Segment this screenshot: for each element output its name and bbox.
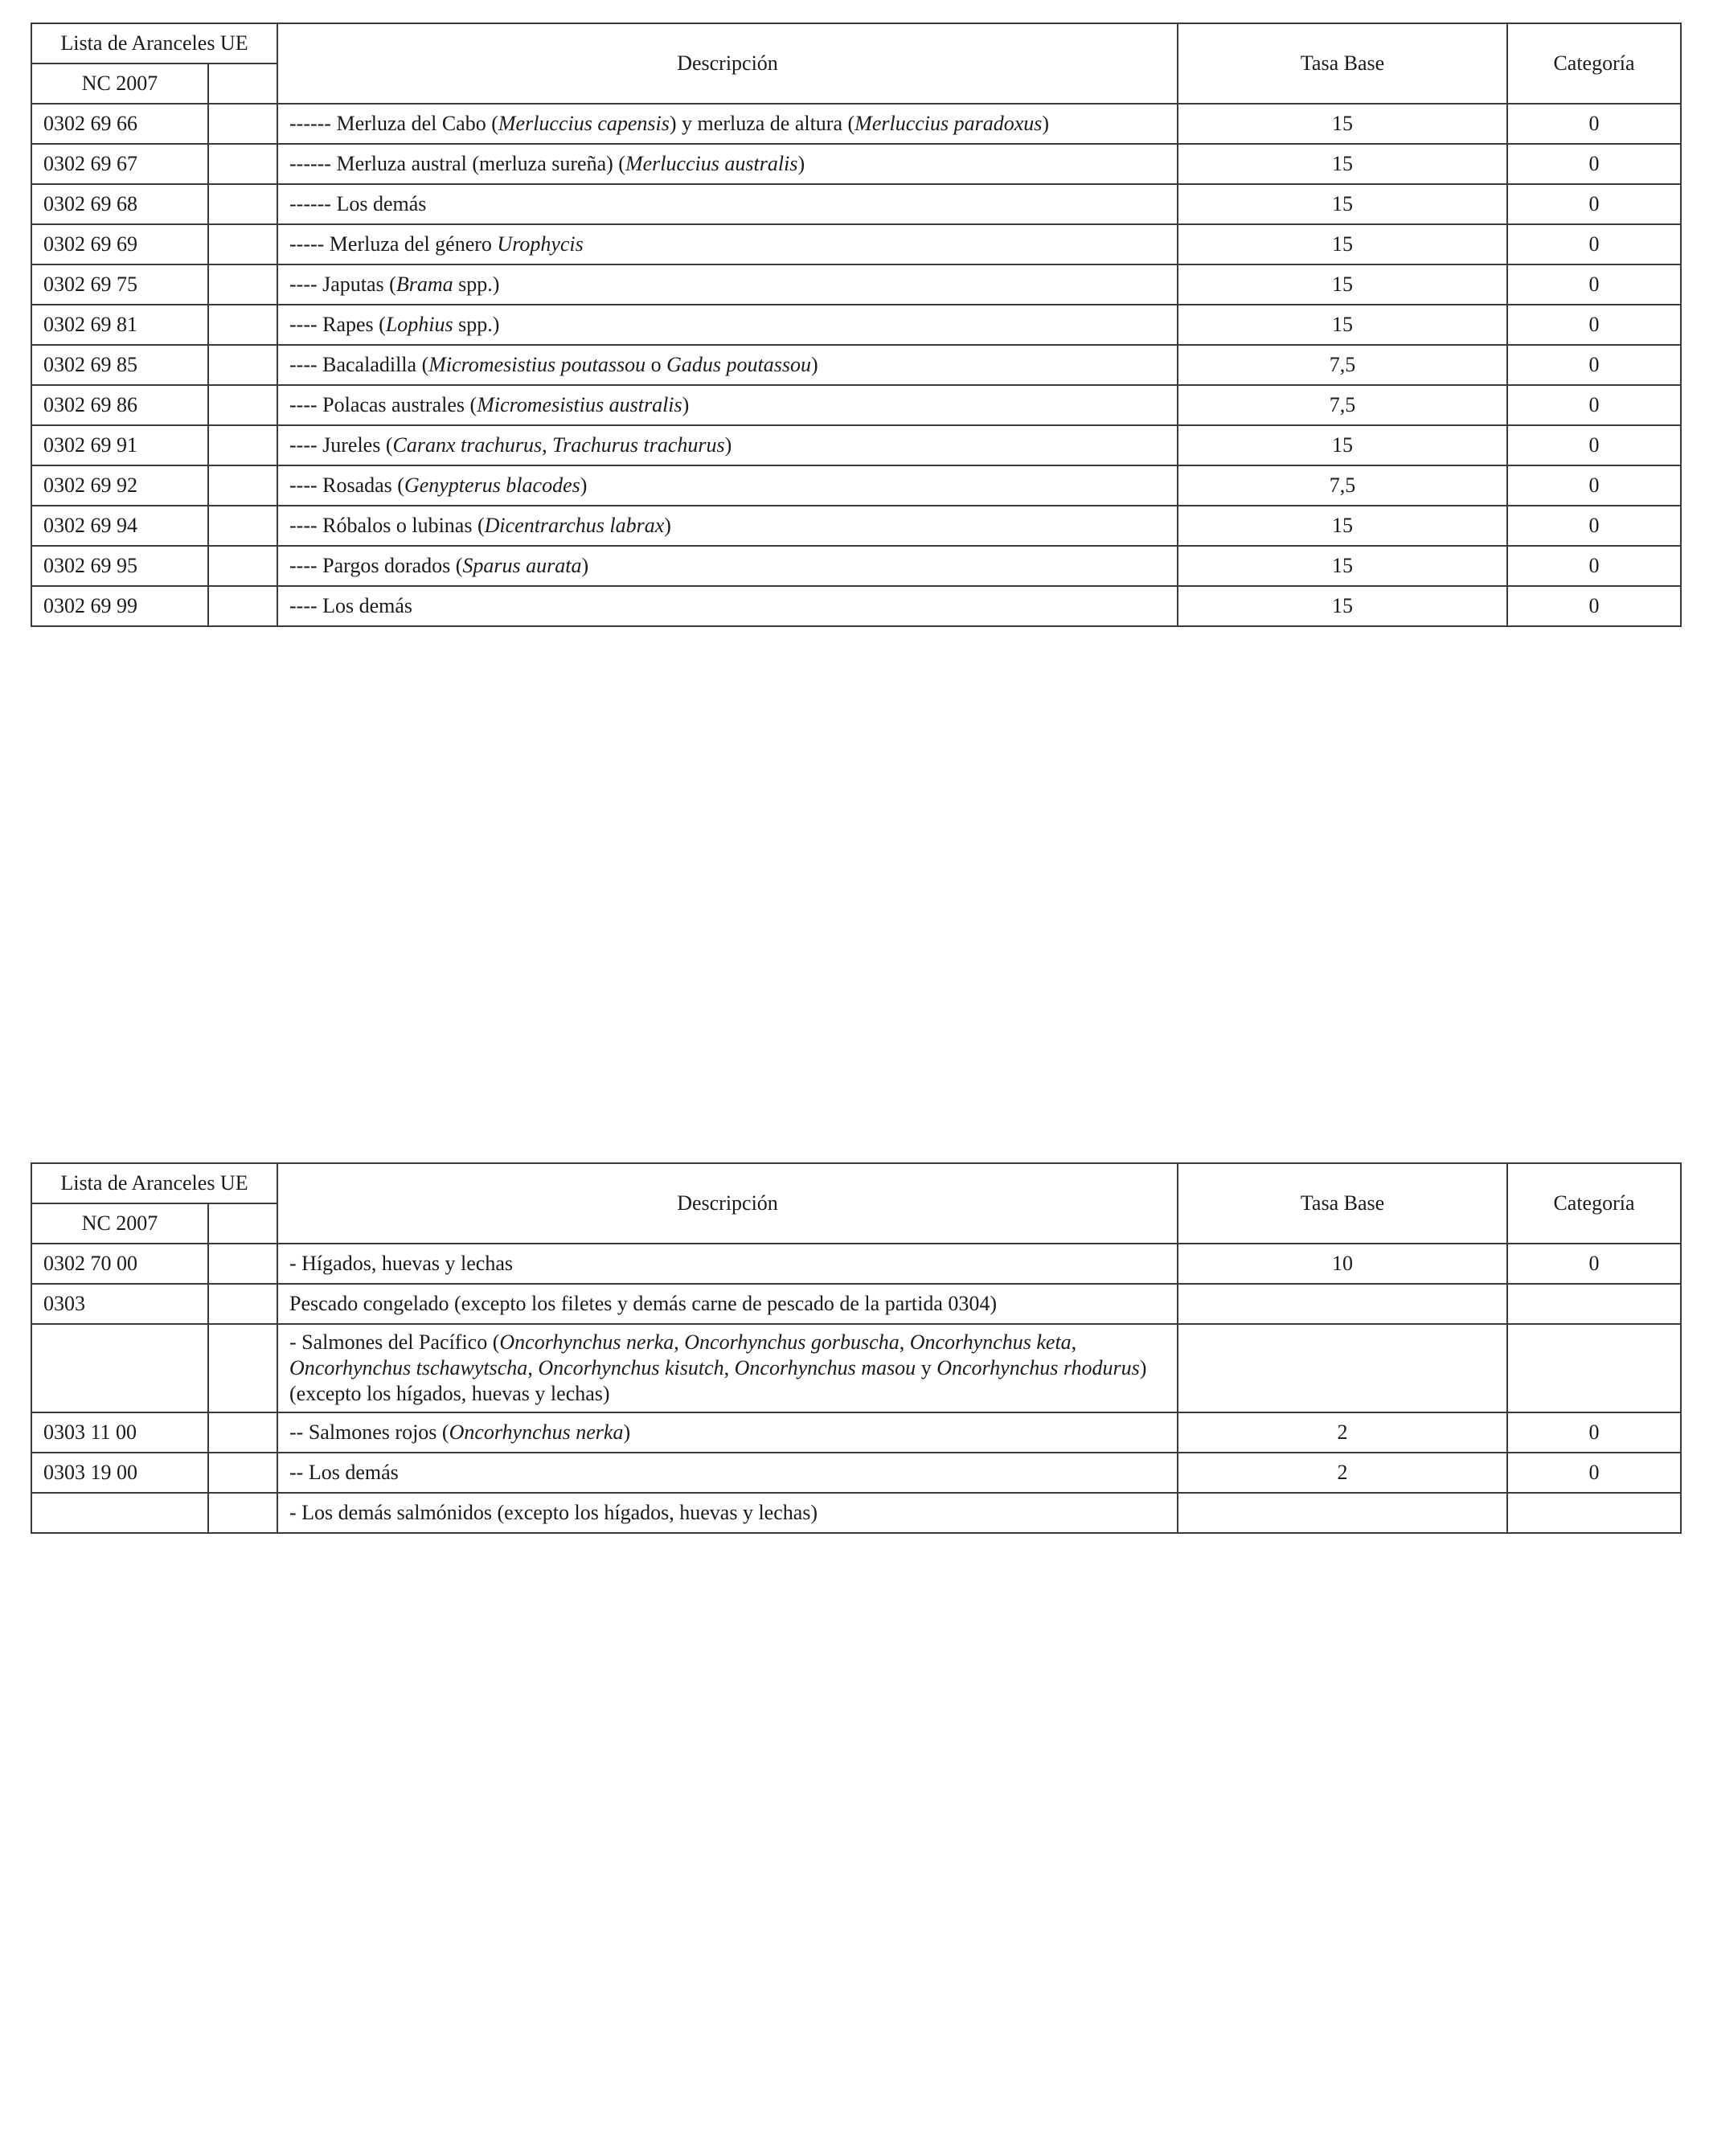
- species-name: Caranx trachurus: [392, 433, 543, 457]
- category-cell: 0: [1507, 385, 1681, 425]
- category-cell: 0: [1507, 425, 1681, 465]
- base-rate-cell: 7,5: [1178, 385, 1507, 425]
- description-text: ---- Japutas (: [289, 273, 396, 296]
- description-text: ---- Rosadas (: [289, 473, 404, 497]
- species-name: Dicentrarchus labrax: [484, 514, 665, 537]
- subcode-empty-cell: [208, 425, 277, 465]
- table-row: [31, 546, 1681, 586]
- category-cell: 0: [1507, 224, 1681, 264]
- subcode-empty-cell: [208, 546, 277, 586]
- category-cell: [1507, 1493, 1681, 1533]
- table-row: [31, 144, 1681, 184]
- description-text: -- Salmones rojos (: [289, 1420, 449, 1444]
- base-rate-cell: 15: [1178, 305, 1507, 345]
- table-row: [31, 1324, 1681, 1412]
- table-row: [31, 305, 1681, 345]
- description-text: y: [916, 1356, 937, 1379]
- description-cell: [277, 1324, 1178, 1412]
- category-cell: 0: [1507, 506, 1681, 546]
- subcode-empty-cell: [208, 305, 277, 345]
- subcode-empty-cell: [208, 104, 277, 144]
- base-rate-cell: 15: [1178, 144, 1507, 184]
- table-row: [31, 1493, 1681, 1533]
- description-text: ------ Merluza austral (merluza sureña) (: [289, 152, 625, 175]
- table-row: [31, 506, 1681, 546]
- tariff-code-cell: 0302 69 86: [31, 385, 208, 425]
- description-cell: [277, 546, 1178, 586]
- subcode-empty-cell: [208, 1244, 277, 1284]
- table-row: [31, 465, 1681, 506]
- species-name: Gadus poutassou: [666, 353, 811, 376]
- tariff-code-cell: 0302 69 81: [31, 305, 208, 345]
- description-text: ,: [527, 1356, 539, 1379]
- base-rate-cell: 7,5: [1178, 465, 1507, 506]
- header-descripcion: Descripción: [277, 23, 1178, 104]
- description-text: ---- Rapes (: [289, 313, 386, 336]
- header-categoria: Categoría: [1507, 23, 1681, 104]
- table-row: [31, 425, 1681, 465]
- tariff-code-cell: 0302 69 94: [31, 506, 208, 546]
- tariff-code-cell: 0302 69 95: [31, 546, 208, 586]
- tariff-code-cell: 0302 69 66: [31, 104, 208, 144]
- table-row: [31, 1412, 1681, 1453]
- tariff-code-cell: 0302 69 99: [31, 586, 208, 626]
- species-name: Oncorhynchus tschawytscha: [289, 1356, 528, 1379]
- tariff-table-2: [31, 1162, 1682, 1534]
- header-tasa-base: Tasa Base: [1178, 1163, 1507, 1244]
- species-name: Sparus aurata: [462, 554, 582, 577]
- description-text: ,: [1071, 1330, 1077, 1354]
- subcode-empty-cell: [208, 345, 277, 385]
- base-rate-cell: 15: [1178, 104, 1507, 144]
- tariff-code-cell: 0303 11 00: [31, 1412, 208, 1453]
- description-text: - Los demás salmónidos (excepto los hígados, huevas y lechas): [289, 1501, 818, 1524]
- description-text: ---- Bacaladilla (: [289, 353, 429, 376]
- table-row: [31, 385, 1681, 425]
- description-cell: [277, 1453, 1178, 1493]
- header-empty-cell: [208, 1203, 277, 1244]
- header-empty-cell: [208, 64, 277, 104]
- tariff-code-cell: 0302 70 00: [31, 1244, 208, 1284]
- species-name: Merluccius capensis: [498, 112, 670, 135]
- category-cell: 0: [1507, 546, 1681, 586]
- species-name: Oncorhynchus gorbuscha: [684, 1330, 900, 1354]
- base-rate-cell: 2: [1178, 1412, 1507, 1453]
- description-cell: [277, 345, 1178, 385]
- species-name: Oncorhynchus rhodurus: [936, 1356, 1140, 1379]
- header-lista-aranceles: Lista de Aranceles UE: [31, 1163, 277, 1203]
- species-name: Oncorhynchus masou: [734, 1356, 916, 1379]
- base-rate-cell: 15: [1178, 506, 1507, 546]
- description-text: ,: [899, 1330, 910, 1354]
- description-text: ) (excepto los hígados, huevas y lechas): [289, 1356, 1147, 1405]
- description-cell: [277, 385, 1178, 425]
- description-cell: [277, 224, 1178, 264]
- species-name: Micromesistius australis: [477, 393, 682, 416]
- description-text: o: [645, 353, 667, 376]
- category-cell: [1507, 1284, 1681, 1324]
- description-cell: [277, 104, 1178, 144]
- tariff-code-cell: 0302 69 75: [31, 264, 208, 305]
- description-cell: [277, 425, 1178, 465]
- species-name: Merluccius paradoxus: [854, 112, 1043, 135]
- subcode-empty-cell: [208, 586, 277, 626]
- subcode-empty-cell: [208, 1284, 277, 1324]
- subcode-empty-cell: [208, 1324, 277, 1412]
- subcode-empty-cell: [208, 224, 277, 264]
- description-cell: [277, 1244, 1178, 1284]
- table-row: [31, 345, 1681, 385]
- species-name: Oncorhynchus nerka: [499, 1330, 674, 1354]
- species-name: Urophycis: [497, 232, 584, 256]
- subcode-empty-cell: [208, 144, 277, 184]
- description-text: ) y merluza de altura (: [669, 112, 855, 135]
- description-text: ): [797, 152, 805, 175]
- description-text: ---- Pargos dorados (: [289, 554, 463, 577]
- category-cell: 0: [1507, 586, 1681, 626]
- table-row: [31, 1244, 1681, 1284]
- description-text: Pescado congelado (excepto los filetes y demás carne de pescado de la partida 0304): [289, 1292, 998, 1315]
- description-cell: [277, 305, 1178, 345]
- species-name: Brama: [395, 273, 453, 296]
- category-cell: [1507, 1324, 1681, 1412]
- species-name: Oncorhynchus keta: [909, 1330, 1072, 1354]
- species-name: Micromesistius poutassou: [428, 353, 646, 376]
- header-tasa-base: Tasa Base: [1178, 23, 1507, 104]
- table-row: [31, 264, 1681, 305]
- tariff-code-cell: 0303 19 00: [31, 1453, 208, 1493]
- description-text: ): [724, 433, 732, 457]
- subcode-empty-cell: [208, 1453, 277, 1493]
- header-nc-2007: NC 2007: [31, 1203, 208, 1244]
- tariff-code-cell: 0302 69 85: [31, 345, 208, 385]
- species-name: Oncorhynchus nerka: [449, 1420, 624, 1444]
- subcode-empty-cell: [208, 264, 277, 305]
- tariff-code-cell: [31, 1493, 208, 1533]
- description-text: spp.): [453, 273, 500, 296]
- description-cell: [277, 184, 1178, 224]
- table-row: [31, 224, 1681, 264]
- table-row: [31, 1453, 1681, 1493]
- species-name: Lophius: [385, 313, 453, 336]
- description-text: ---- Róbalos o lubinas (: [289, 514, 485, 537]
- category-cell: 0: [1507, 264, 1681, 305]
- category-cell: 0: [1507, 1412, 1681, 1453]
- subcode-empty-cell: [208, 1412, 277, 1453]
- tariff-code-cell: 0302 69 68: [31, 184, 208, 224]
- header-nc-2007: NC 2007: [31, 64, 208, 104]
- category-cell: 0: [1507, 144, 1681, 184]
- description-text: - Hígados, huevas y lechas: [289, 1252, 513, 1275]
- description-cell: [277, 1284, 1178, 1324]
- table-row: [31, 184, 1681, 224]
- description-text: -- Los demás: [289, 1461, 399, 1484]
- description-cell: [277, 586, 1178, 626]
- tariff-code-cell: 0303: [31, 1284, 208, 1324]
- header-lista-aranceles: Lista de Aranceles UE: [31, 23, 277, 64]
- description-text: ---- Los demás: [289, 594, 413, 617]
- description-text: spp.): [453, 313, 500, 336]
- base-rate-cell: 7,5: [1178, 345, 1507, 385]
- table-row: [31, 1284, 1681, 1324]
- tariff-code-cell: 0302 69 67: [31, 144, 208, 184]
- subcode-empty-cell: [208, 506, 277, 546]
- description-cell: [277, 1412, 1178, 1453]
- description-text: ,: [674, 1330, 685, 1354]
- description-text: ): [581, 554, 589, 577]
- base-rate-cell: 15: [1178, 224, 1507, 264]
- table-row: [31, 586, 1681, 626]
- subcode-empty-cell: [208, 1493, 277, 1533]
- description-text: ---- Jureles (: [289, 433, 393, 457]
- tariff-table-1: [31, 23, 1682, 627]
- category-cell: 0: [1507, 465, 1681, 506]
- species-name: Genypterus blacodes: [404, 473, 580, 497]
- description-text: ): [810, 353, 818, 376]
- description-cell: [277, 1493, 1178, 1533]
- description-text: ): [664, 514, 671, 537]
- description-text: ): [580, 473, 588, 497]
- description-text: ---- Polacas australes (: [289, 393, 477, 416]
- table-row: [31, 104, 1681, 144]
- base-rate-cell: 10: [1178, 1244, 1507, 1284]
- description-cell: [277, 264, 1178, 305]
- base-rate-cell: 15: [1178, 425, 1507, 465]
- tariff-code-cell: [31, 1324, 208, 1412]
- category-cell: 0: [1507, 305, 1681, 345]
- description-text: ----- Merluza del género: [289, 232, 498, 256]
- header-categoria: Categoría: [1507, 1163, 1681, 1244]
- base-rate-cell: 15: [1178, 546, 1507, 586]
- description-cell: [277, 506, 1178, 546]
- subcode-empty-cell: [208, 184, 277, 224]
- category-cell: 0: [1507, 104, 1681, 144]
- description-text: ): [1042, 112, 1050, 135]
- category-cell: 0: [1507, 1453, 1681, 1493]
- description-text: ): [623, 1420, 631, 1444]
- description-text: ------ Merluza del Cabo (: [289, 112, 498, 135]
- category-cell: 0: [1507, 1244, 1681, 1284]
- base-rate-cell: [1178, 1324, 1507, 1412]
- subcode-empty-cell: [208, 385, 277, 425]
- tariff-code-cell: 0302 69 92: [31, 465, 208, 506]
- description-text: ): [682, 393, 690, 416]
- species-name: Oncorhynchus kisutch: [538, 1356, 724, 1379]
- header-descripcion: Descripción: [277, 1163, 1178, 1244]
- category-cell: 0: [1507, 184, 1681, 224]
- base-rate-cell: 15: [1178, 586, 1507, 626]
- tariff-code-cell: 0302 69 91: [31, 425, 208, 465]
- description-cell: [277, 144, 1178, 184]
- base-rate-cell: 15: [1178, 264, 1507, 305]
- base-rate-cell: [1178, 1493, 1507, 1533]
- description-text: ------ Los demás: [289, 192, 427, 215]
- subcode-empty-cell: [208, 465, 277, 506]
- base-rate-cell: 15: [1178, 184, 1507, 224]
- description-text: ,: [723, 1356, 735, 1379]
- tariff-code-cell: 0302 69 69: [31, 224, 208, 264]
- description-text: ,: [542, 433, 553, 457]
- description-text: - Salmones del Pacífico (: [289, 1330, 500, 1354]
- description-cell: [277, 465, 1178, 506]
- species-name: Merluccius australis: [625, 152, 798, 175]
- species-name: Trachurus trachurus: [552, 433, 725, 457]
- base-rate-cell: [1178, 1284, 1507, 1324]
- base-rate-cell: 2: [1178, 1453, 1507, 1493]
- category-cell: 0: [1507, 345, 1681, 385]
